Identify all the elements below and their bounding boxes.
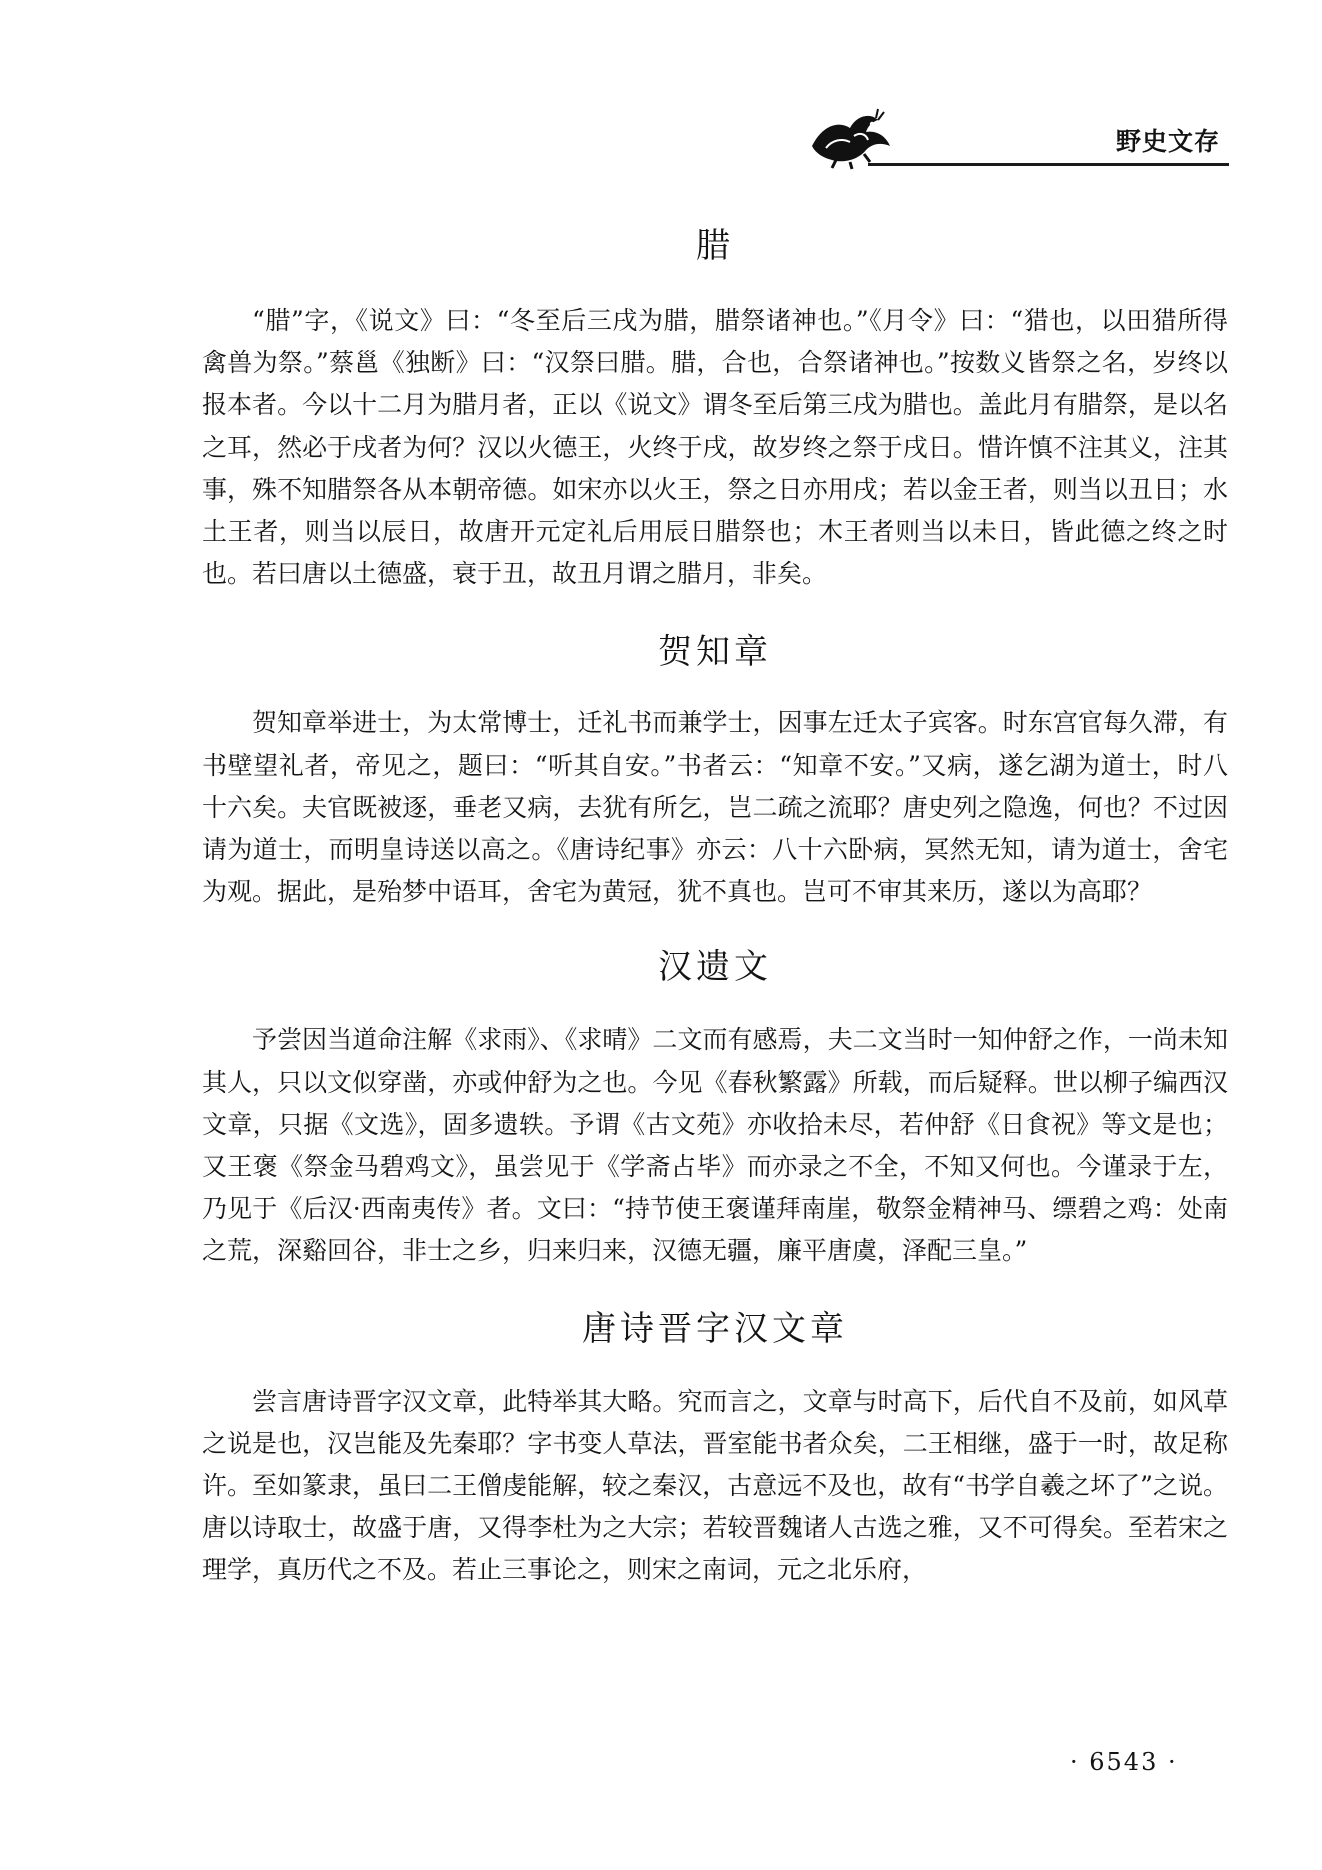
section-body: 予尝因当道命注解《求雨》、《求晴》二文而有感焉，夫二文当时一知仲舒之作，一尚未知其人，只以文似穿凿，亦或仲舒为之也。今见《春秋繁露》所载，而后疑释。世以柳子编西汉文章，只据《文选》，固多遗轶。予谓《古文苑》亦收拾未尽，若仲舒《日食祝》等文是也；又王褒《祭金马碧鸡文》，虽尝见于《学斋占毕》而亦录之不全，不知又何也。今谨录于左，乃见于《后汉·西南夷传》者。文曰：“持节使王褒谨拜南崖，敬祭金精神马、缥碧之鸡：处南之荒，深谿回谷，非士之乡，归来归来，汉德无疆，廉平唐虞，泽配三皇。” xyxy=(202,1025,1228,1266)
section-body: 贺知章举进士，为太常博士，迁礼书而兼学士，因事左迁太子宾客。时东宫官每久滞，有书壁望礼者，帝见之，题曰：“听其自安。”书者云：“知章不安。”又病，遂乞湖为道士，时八十六矣。夫官既被逐，垂老又病，去犹有所乞，岂二疏之流耶？唐史列之隐逸，何也？不过因请为道士，而明皇诗送以高之。《唐诗纪事》亦云：八十六卧病，冥然无知，请为道士，舍宅为观。据此，是殆梦中语耳，舍宅为黄冠，犹不真也。岂可不审其来历，遂以为高耶？ xyxy=(202,708,1228,907)
running-header-title: 野史文存 xyxy=(1115,127,1220,156)
header-rule xyxy=(868,163,1229,166)
section-title: 贺知章 xyxy=(658,632,772,673)
dragon-emblem-icon xyxy=(806,106,896,170)
section-title: 唐诗晋字汉文章 xyxy=(582,1308,848,1349)
section-title: 汉遗文 xyxy=(658,947,772,988)
section-body: “腊”字，《说文》曰：“冬至后三戌为腊，腊祭诸神也。”《月令》曰：“猎也，以田猎所得禽兽为祭。”蔡邕《独断》曰：“汉祭曰腊。腊，合也，合祭诸神也。”按数义皆祭之名，岁终以报本者。今以十二月为腊月者，正以《说文》谓冬至后第三戌为腊也。盖此月有腊祭，是以名之耳，然必于戌者为何？汉以火德王，火终于戌，故岁终之祭于戌日。惜许慎不注其义，注其事，殊不知腊祭各从本朝帝德。如宋亦以火王，祭之日亦用戌；若以金王者，则当以丑日；水土王者，则当以辰日，故唐开元定礼后用辰日腊祭也；木王者则当以未日，皆此德之终之时也。若曰唐以土德盛，衰于丑，故丑月谓之腊月，非矣。 xyxy=(202,306,1228,589)
page-number: · 6543 · xyxy=(1070,1748,1178,1776)
section-title: 腊 xyxy=(696,226,734,266)
page-content xyxy=(202,212,1228,1592)
section-body: 尝言唐诗晋字汉文章，此特举其大略。究而言之，文章与时高下，后代自不及前，如风草之说是也，汉岂能及先秦耶？字书变人草法，晋室能书者众矣，二王相继，盛于一时，故足称许。至如篆隶，虽曰二王僧虔能解，较之秦汉，古意远不及也，故有“书学自羲之坏了”之说。唐以诗取士，故盛于唐，又得李杜为之大宗；若较晋魏诸人古选之雅，又不可得矣。至若宋之理学，真历代之不及。若止三事论之，则宋之南词，元之北乐府， xyxy=(202,1386,1228,1585)
